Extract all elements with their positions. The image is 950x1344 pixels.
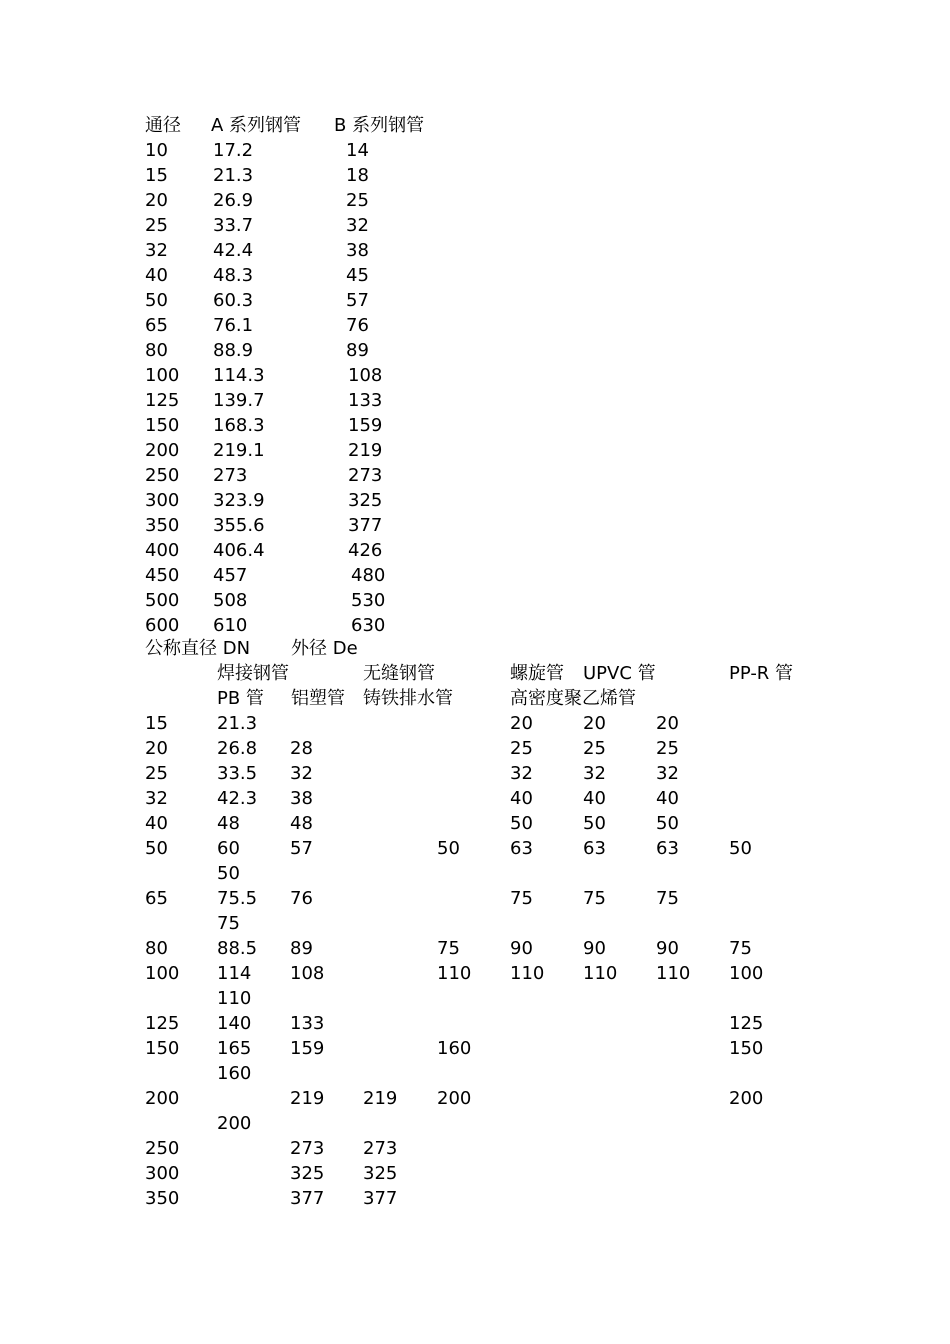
table-a-cell-b-series: 76 <box>346 315 369 336</box>
table-a-cell-a-series: 323.9 <box>213 490 265 511</box>
table-b-cell-dn: 200 <box>145 1088 180 1109</box>
table-a-cell-dn: 10 <box>145 140 168 161</box>
table-b-cell: 160 <box>437 1038 472 1059</box>
table-b-cell: 110 <box>583 963 618 984</box>
table-b-cell: 150 <box>729 1038 764 1059</box>
table-b-cell: 60 <box>217 838 240 859</box>
table-b-cell-dn: 15 <box>145 713 168 734</box>
table-b-cell-dn: 250 <box>145 1138 180 1159</box>
table-a-cell-a-series: 33.7 <box>213 215 254 236</box>
table-b-cell-wrap: 110 <box>217 988 252 1009</box>
table-a-cell-a-series: 273 <box>213 465 248 486</box>
table-b-cell: 219 <box>363 1088 398 1109</box>
table-a-cell-a-series: 88.9 <box>213 340 254 361</box>
table-b-cell: 273 <box>290 1138 325 1159</box>
table-b-cell: 50 <box>437 838 460 859</box>
table-b-cell: 90 <box>656 938 679 959</box>
table-b-cell-wrap: 160 <box>217 1063 252 1084</box>
table-b-cell: 32 <box>290 763 313 784</box>
table-b-cell-wrap: 200 <box>217 1113 252 1134</box>
table-b-cell: 63 <box>510 838 533 859</box>
table-b-cell: 110 <box>656 963 691 984</box>
table-b-cell: 125 <box>729 1013 764 1034</box>
table-b-cell-dn: 65 <box>145 888 168 909</box>
table-b-cell-dn: 80 <box>145 938 168 959</box>
table-b-cell: 21.3 <box>217 713 258 734</box>
table-a-cell-b-series: 630 <box>351 615 386 636</box>
table-b-cell: 26.8 <box>217 738 258 759</box>
table-b-cell: 159 <box>290 1038 325 1059</box>
table-b-cell-wrap: 75 <box>217 913 240 934</box>
table-b-cell-dn: 20 <box>145 738 168 759</box>
table-b-cell: 40 <box>583 788 606 809</box>
table-a-cell-a-series: 610 <box>213 615 248 636</box>
table-a-cell-dn: 600 <box>145 615 180 636</box>
table-b-cell: 219 <box>290 1088 325 1109</box>
table-a-cell-a-series: 76.1 <box>213 315 254 336</box>
table-b-cell: 90 <box>510 938 533 959</box>
table-b-cell: 133 <box>290 1013 325 1034</box>
table-b-cell: 50 <box>583 813 606 834</box>
table-b-header-2: PB 管 <box>217 688 264 709</box>
table-a-cell-b-series: 38 <box>346 240 369 261</box>
table-b-cell-dn: 40 <box>145 813 168 834</box>
table-a-cell-a-series: 114.3 <box>213 365 265 386</box>
table-a-cell-dn: 80 <box>145 340 168 361</box>
table-b-cell: 50 <box>656 813 679 834</box>
table-b-title: 外径 De <box>291 638 358 659</box>
table-b-header-1: UPVC 管 <box>583 663 656 684</box>
table-b-cell: 325 <box>363 1163 398 1184</box>
table-b-cell: 75 <box>510 888 533 909</box>
table-a-cell-dn: 500 <box>145 590 180 611</box>
table-a-cell-dn: 32 <box>145 240 168 261</box>
table-b-cell: 110 <box>510 963 545 984</box>
table-a-cell-dn: 40 <box>145 265 168 286</box>
table-a-cell-dn: 65 <box>145 315 168 336</box>
table-b-cell: 100 <box>729 963 764 984</box>
table-b-cell: 165 <box>217 1038 252 1059</box>
table-a-cell-b-series: 133 <box>348 390 383 411</box>
table-a-cell-dn: 250 <box>145 465 180 486</box>
table-b-cell: 28 <box>290 738 313 759</box>
table-b-header-1: PP-R 管 <box>729 663 794 684</box>
table-b-cell: 25 <box>656 738 679 759</box>
table-b-cell: 110 <box>437 963 472 984</box>
table-a-cell-dn: 100 <box>145 365 180 386</box>
table-a-cell-b-series: 273 <box>348 465 383 486</box>
table-a-cell-dn: 50 <box>145 290 168 311</box>
table-a-cell-a-series: 21.3 <box>213 165 254 186</box>
table-b-cell: 75 <box>583 888 606 909</box>
table-b-cell-dn: 150 <box>145 1038 180 1059</box>
table-a-cell-dn: 400 <box>145 540 180 561</box>
table-b-cell: 40 <box>656 788 679 809</box>
table-a-cell-dn: 150 <box>145 415 180 436</box>
table-b-cell: 20 <box>510 713 533 734</box>
table-a-cell-a-series: 508 <box>213 590 248 611</box>
table-a-cell-a-series: 139.7 <box>213 390 265 411</box>
table-b-header-1: 焊接钢管 <box>217 663 289 684</box>
table-a-cell-a-series: 17.2 <box>213 140 254 161</box>
table-b-cell: 33.5 <box>217 763 258 784</box>
table-a-cell-b-series: 108 <box>348 365 383 386</box>
table-b-cell-dn: 32 <box>145 788 168 809</box>
table-b-cell-dn: 350 <box>145 1188 180 1209</box>
table-b-cell-dn: 125 <box>145 1013 180 1034</box>
table-b-header-1: 无缝钢管 <box>363 663 435 684</box>
table-b-cell: 76 <box>290 888 313 909</box>
table-b-cell: 63 <box>656 838 679 859</box>
table-b-cell: 42.3 <box>217 788 258 809</box>
table-b-header-2: 铝塑管 <box>291 688 345 709</box>
table-a-cell-b-series: 18 <box>346 165 369 186</box>
table-b-cell: 32 <box>656 763 679 784</box>
table-b-cell: 377 <box>363 1188 398 1209</box>
table-b-cell: 377 <box>290 1188 325 1209</box>
table-a-cell-b-series: 32 <box>346 215 369 236</box>
table-b-cell: 50 <box>510 813 533 834</box>
table-a-cell-b-series: 530 <box>351 590 386 611</box>
table-b-cell: 200 <box>437 1088 472 1109</box>
table-b-cell: 273 <box>363 1138 398 1159</box>
table-a-cell-a-series: 219.1 <box>213 440 265 461</box>
table-b-cell: 63 <box>583 838 606 859</box>
table-a-cell-dn: 350 <box>145 515 180 536</box>
table-b-cell: 48 <box>217 813 240 834</box>
table-b-cell: 38 <box>290 788 313 809</box>
table-a-cell-b-series: 219 <box>348 440 383 461</box>
table-b-header-2: 铸铁排水管 <box>363 688 453 709</box>
table-b-cell-dn: 50 <box>145 838 168 859</box>
table-b-cell: 114 <box>217 963 252 984</box>
table-b-cell: 25 <box>583 738 606 759</box>
table-a-cell-dn: 450 <box>145 565 180 586</box>
table-a-cell-a-series: 406.4 <box>213 540 265 561</box>
table-b-cell: 50 <box>729 838 752 859</box>
table-b-cell: 25 <box>510 738 533 759</box>
table-b-header-2: 高密度聚乙烯管 <box>510 688 636 709</box>
table-a-cell-a-series: 168.3 <box>213 415 265 436</box>
table-b-cell: 32 <box>583 763 606 784</box>
table-a-header: B 系列钢管 <box>334 115 425 136</box>
table-a-header: 通径 <box>145 115 181 136</box>
table-a-cell-a-series: 42.4 <box>213 240 254 261</box>
table-b-cell: 89 <box>290 938 313 959</box>
table-b-cell: 75.5 <box>217 888 258 909</box>
table-b-cell: 48 <box>290 813 313 834</box>
table-a-header: A 系列钢管 <box>211 115 302 136</box>
table-a-cell-b-series: 45 <box>346 265 369 286</box>
table-a-cell-b-series: 377 <box>348 515 383 536</box>
table-b-cell: 325 <box>290 1163 325 1184</box>
table-a-cell-a-series: 26.9 <box>213 190 254 211</box>
table-a-cell-a-series: 457 <box>213 565 248 586</box>
table-a-cell-dn: 15 <box>145 165 168 186</box>
table-a-cell-b-series: 25 <box>346 190 369 211</box>
table-b-header-1: 螺旋管 <box>510 663 564 684</box>
table-b-cell: 90 <box>583 938 606 959</box>
table-b-cell-dn: 300 <box>145 1163 180 1184</box>
table-a-cell-b-series: 89 <box>346 340 369 361</box>
table-a-cell-b-series: 426 <box>348 540 383 561</box>
table-b-cell: 40 <box>510 788 533 809</box>
table-a-cell-dn: 200 <box>145 440 180 461</box>
table-a-cell-dn: 125 <box>145 390 180 411</box>
table-b-cell: 75 <box>437 938 460 959</box>
table-a-cell-b-series: 159 <box>348 415 383 436</box>
table-a-cell-dn: 300 <box>145 490 180 511</box>
table-b-cell: 140 <box>217 1013 252 1034</box>
table-b-cell: 108 <box>290 963 325 984</box>
table-b-cell: 88.5 <box>217 938 258 959</box>
table-b-cell-wrap: 50 <box>217 863 240 884</box>
table-a-cell-b-series: 14 <box>346 140 369 161</box>
table-b-cell: 20 <box>656 713 679 734</box>
table-b-cell: 32 <box>510 763 533 784</box>
table-b-title: 公称直径 DN <box>145 638 251 659</box>
table-a-cell-b-series: 480 <box>351 565 386 586</box>
table-b-cell: 20 <box>583 713 606 734</box>
table-b-cell-dn: 25 <box>145 763 168 784</box>
table-b-cell: 75 <box>656 888 679 909</box>
table-a-cell-a-series: 355.6 <box>213 515 265 536</box>
table-b-cell: 75 <box>729 938 752 959</box>
table-b-cell: 57 <box>290 838 313 859</box>
table-a-cell-dn: 25 <box>145 215 168 236</box>
table-a-cell-b-series: 325 <box>348 490 383 511</box>
table-b-cell: 200 <box>729 1088 764 1109</box>
table-a-cell-b-series: 57 <box>346 290 369 311</box>
table-a-cell-a-series: 48.3 <box>213 265 254 286</box>
table-a-cell-dn: 20 <box>145 190 168 211</box>
table-a-cell-a-series: 60.3 <box>213 290 254 311</box>
table-b-cell-dn: 100 <box>145 963 180 984</box>
